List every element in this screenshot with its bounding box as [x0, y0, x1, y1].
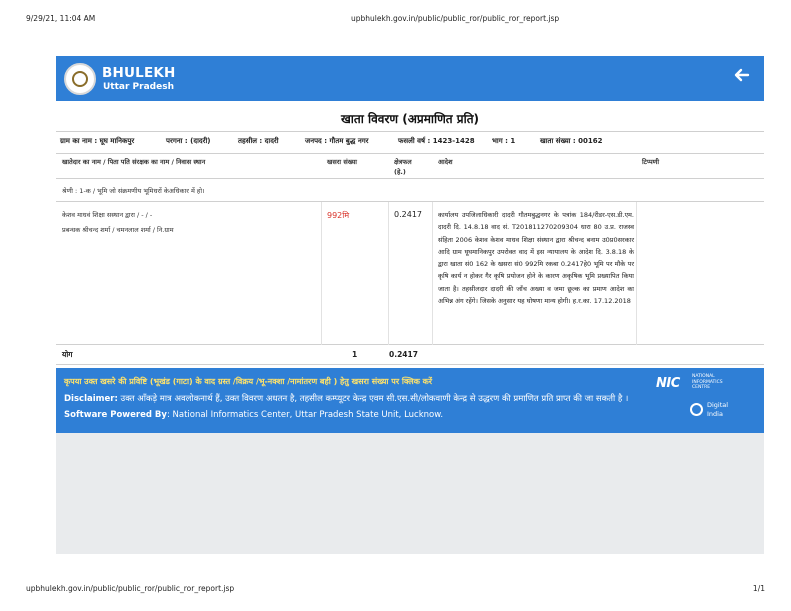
- powered-text: : National Informatics Center, Uttar Pradesh State Unit, Lucknow.: [166, 410, 444, 420]
- tehsil-name: तहसील : दादरी: [238, 137, 279, 145]
- print-footer: [26, 584, 765, 596]
- area-value: 0.2417: [394, 210, 422, 219]
- ror-document: [56, 101, 764, 368]
- powered-label: Software Powered By: [64, 410, 167, 420]
- nic-name: NATIONAL INFORMATICS CENTRE: [692, 374, 723, 390]
- disclaimer-text: उक्त आँकड़े मात्र अवलोकनार्थ हैं, उक्त विवरण अधतन है, तहसील कम्प्यूटर केन्द्र एवम सी.एस.सी/लोकवाणी केन्द्र से उद्धरण की प्रमाणित प्रति प्राप्त की जा सकती है ।: [120, 394, 629, 404]
- page-title: खाता विवरण (अप्रमाणित प्रति): [340, 112, 480, 126]
- nic-mark: NIC: [656, 376, 680, 391]
- info-footer: [56, 368, 764, 433]
- disclaimer: [64, 393, 628, 404]
- owner-name: केशव माधवं शिक्षा सस्थान द्वारा / - / -: [62, 211, 153, 219]
- order-text: कार्यालय उपजिलाधिकारी दादरी गौतमबुद्धनगर के पत्रांक 184/रीडर-एस.डी.एम. दादरी दि. 14.8.18 वाद सं. T201811270209304 धारा 80 उ.प्र. राजस्व संहिता 2006 केशव केशव माधव शिक्षा संस्थान द्वारा श्रीचन्द बनाम उ0प्र0सरकार आदि ग्राम घूघमानिकपुर उपरोक्त वाद में इस न्यायालय के आदेश दि. 3.8.18 के द्वारा खाता सं0 162 के खसरा सं0 992मि रकबा 0.2417हे0 भूमि पर मौके पर कृषि कार्य न होकर गैर कृषि प्रयोजन होने के कारण अकृषिक भूमि प्रख्यापित किया जाता है। तहसीलदार दादरी की जाँच अख्या व जमा छूल्क का प्रमाण आदेश का अभिन्न अंग रहेंगे। जिसके अनुसार यह घोषणा मान्य होगी। ह.र.का. 17.12.2018: [438, 211, 634, 306]
- powered-by: [64, 410, 443, 420]
- divider: [388, 202, 389, 345]
- back-arrow-icon[interactable]: [732, 67, 752, 87]
- village-name: ग्राम का नाम : घूघ मानिकपुर: [60, 137, 135, 145]
- divider: [56, 131, 764, 132]
- pargana-name: परगना : (दादरी): [166, 137, 211, 145]
- brand-title: BHULEKH: [102, 65, 176, 81]
- category-text: श्रेणी : 1-क / भूमि जो संक्रमणीय भूमिधरों केअधिकार में हो।: [62, 187, 205, 195]
- page-number: 1/1: [752, 584, 765, 593]
- table-header: [56, 153, 764, 179]
- col-order: आदेश: [438, 158, 453, 166]
- digital-india-icon: [690, 403, 703, 416]
- page-frame: [56, 56, 764, 554]
- col-khasra: खसरा संख्या: [327, 158, 357, 166]
- digital-india-logo: [690, 398, 750, 422]
- divider: [636, 202, 637, 345]
- divider: [432, 202, 433, 345]
- nic-logo: [656, 374, 756, 394]
- digital-india-text: Digital India: [707, 401, 729, 418]
- print-datetime: 9/29/21, 11:04 AM: [26, 14, 96, 23]
- col-area: क्षेत्रफल: [394, 158, 412, 166]
- khasra-click-notice: कृपया उक्त खसरे की प्रविष्टि (भूखंड (गाटा) के वाद ग्रस्त /विक्रय /भू-नक्शा /नामांतरण बही ) हेतु खसरा संख्या पर क्लिक करें: [64, 377, 433, 386]
- table-row: [56, 202, 764, 345]
- col-remarks: टिप्पणी: [642, 158, 660, 166]
- total-label: योग: [62, 350, 73, 359]
- khata-meta: [60, 137, 760, 149]
- print-header: [26, 14, 765, 26]
- col-owner: खातेदार का नाम / पिता पति संरक्षक का नाम / निवास स्थान: [62, 158, 206, 166]
- up-emblem-logo: [64, 63, 96, 95]
- total-row: [56, 345, 764, 365]
- bhag-number: भाग : 1: [492, 137, 516, 145]
- print-url: upbhulekh.gov.in/public/public_ror/public_ror_report.jsp: [351, 14, 560, 23]
- fasli-year: फसली वर्ष : 1423-1428: [398, 137, 475, 145]
- category-row: [56, 179, 764, 202]
- brand-subtitle: Uttar Pradesh: [103, 82, 174, 92]
- disclaimer-label: Disclaimer:: [64, 394, 118, 404]
- owner-guardian: प्रबन्धक श्रीचन्द शर्मा / चमनलाल शर्मा / नि.ग्राम: [62, 226, 174, 234]
- total-area: 0.2417: [389, 350, 418, 359]
- district-name: जनपद : गौतम बुद्ध नगर: [305, 137, 369, 145]
- khasra-link[interactable]: 992मि: [327, 211, 350, 220]
- divider: [321, 202, 322, 345]
- col-area-unit: (हे.): [394, 168, 406, 176]
- khata-number: खाता संख्या : 00162: [540, 137, 603, 145]
- app-header: [56, 56, 764, 101]
- footer-url: upbhulekh.gov.in/public/public_ror/public_ror_report.jsp: [26, 584, 235, 593]
- total-count: 1: [352, 350, 358, 359]
